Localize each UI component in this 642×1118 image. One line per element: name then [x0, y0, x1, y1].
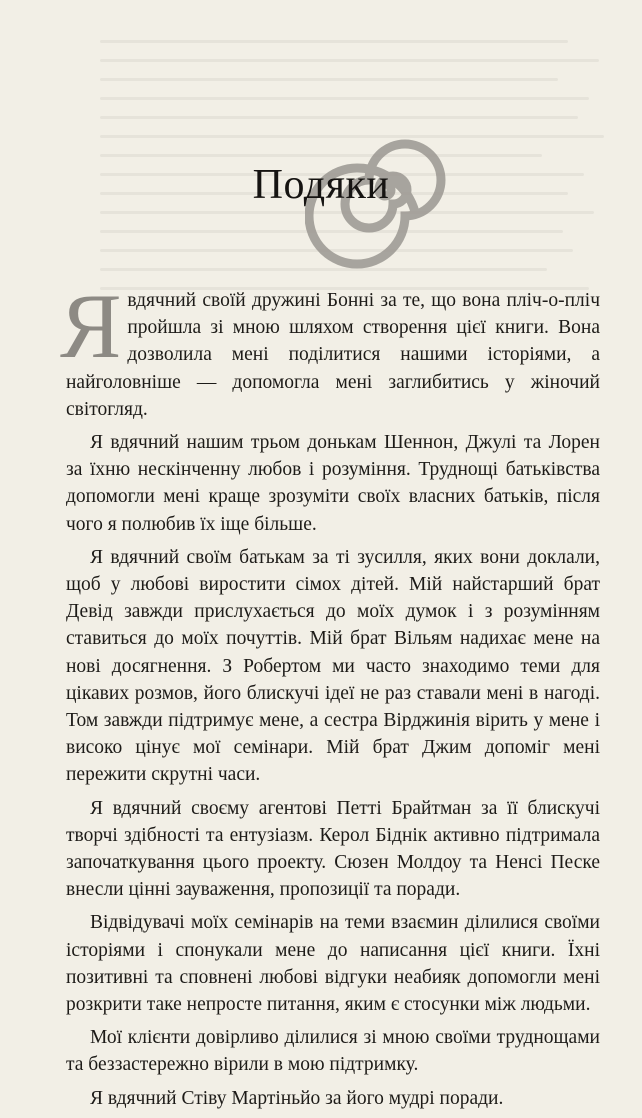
paragraph-5: Відвідувачі моїх семінарів на теми взаємин ділилися своїми історіями і спонукали мене до написання цієї книги. Їхні позитивні та сповнені любові відгуки неабияк допомогли мені розкрити таке непросте питання, яким є стосунки між людьми. [66, 912, 600, 1016]
paragraph-1 [60, 275, 600, 423]
page-title: Подяки [252, 162, 390, 208]
acknowledgements-text [60, 275, 600, 1118]
drop-cap: Я [60, 275, 122, 377]
paragraph-6: Мої клієнти довірливо ділилися зі мною своїми труднощами та беззастережно вірили в мою підтримку. [66, 1027, 600, 1076]
paragraph-1-text: вдячний своїй дружині Бонні за те, що вона пліч-о-пліч пройшла зі мною шляхом створення цієї книги. Вона дозволила мені поділитися нашими історіями, а найголовніше — допомогла мені заглибитись у жіночий світогляд. [66, 290, 600, 420]
paragraph-2: Я вдячний нашим трьом донькам Шеннон, Джулі та Лорен за їхню нескінченну любов і розуміння. Труднощі батьківства допомогли мені краще зрозуміти своїх власних батьків, після чого я полюбив їх іще більше. [66, 432, 600, 535]
paragraph-7: Я вдячний Стіву Мартіньйо за його мудрі поради. [90, 1087, 504, 1109]
paragraph-3: Я вдячний своїм батькам за ті зусилля, яких вони доклали, щоб у любові виростити сімох дітей. Мій найстарший брат Девід завжди прислухається до моїх думок і з розумінням ставиться до моїх почуттів. Мій брат Вільям надихає мене на нові досягнення. З Робертом ми часто знаходимо теми для цікавих розмов, його блискучі ідеї не раз ставали мені в нагоді. Том завжди підтримує мене, а сестра Вірджинія вірить у мене і високо цінує мої семінари. Мій брат Джим допоміг мені пережити скрутні часи. [66, 546, 600, 786]
paragraph-4: Я вдячний своєму агентові Петті Брайтман за її блискучі творчі здібності та ентузіазм. Керол Біднік активно підтримала започаткування цього проекту. Сюзен Молдоу та Ненсі Песке внесли цінні зауваження, пропозиції та поради. [66, 797, 600, 901]
